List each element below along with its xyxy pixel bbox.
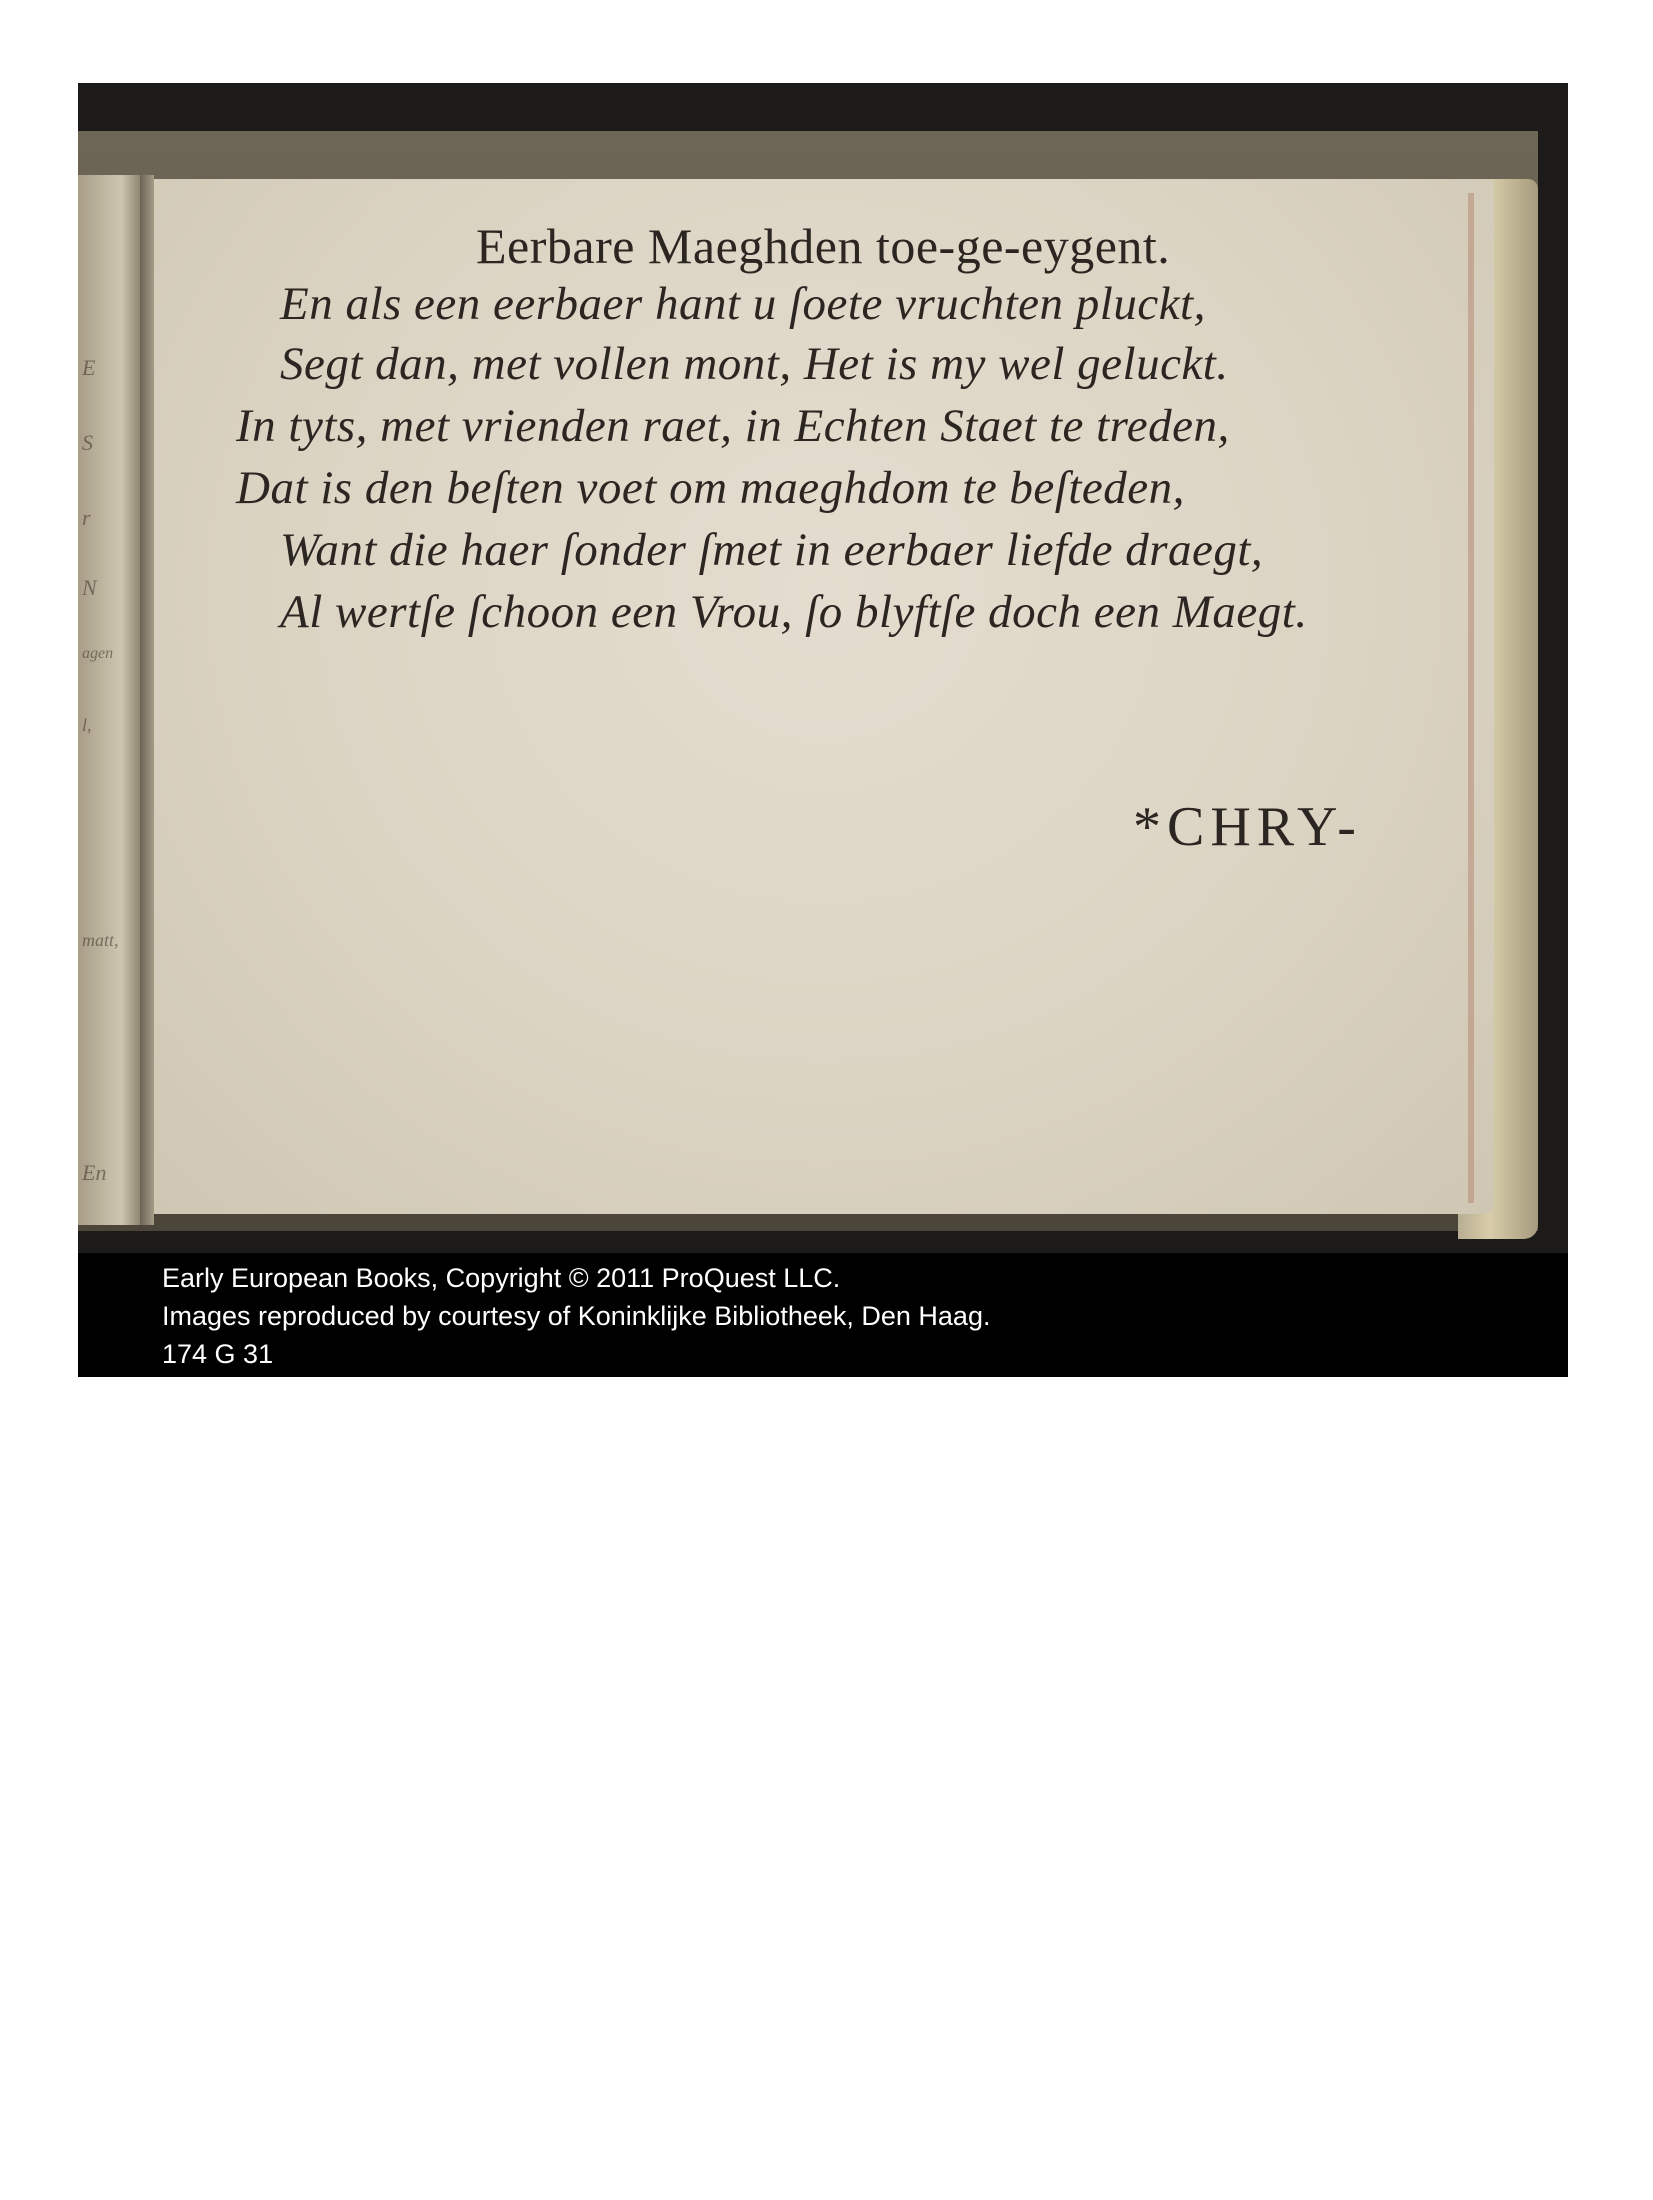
verse-line: Dat is den beſten voet om maeghdom te beſteden, <box>236 462 1185 514</box>
verse-line: Al wertſe ſchoon een Vrou, ſo blyftſe doch een Maegt. <box>280 586 1308 638</box>
caption-line: Images reproduced by courtesy of Koninklijke Bibliotheek, Den Haag. <box>162 1301 991 1331</box>
poem-heading: Eerbare Maeghden toe-ge-eygent. <box>476 218 1171 274</box>
copyright-caption <box>78 1253 1568 1377</box>
book-page <box>154 179 1494 1214</box>
caption-line: Early European Books, Copyright © 2011 ProQuest LLC. <box>162 1263 841 1293</box>
left-page-fragment: l, <box>82 715 92 735</box>
left-page-fragment: En <box>82 1160 107 1185</box>
verse-line: Segt dan, met vollen mont, Het is my wel geluckt. <box>280 338 1229 390</box>
verse-line: En als een eerbaer hant u ſoete vruchten pluckt, <box>280 278 1206 330</box>
left-page-fragment: E <box>82 355 96 380</box>
book-gutter <box>140 175 154 1225</box>
left-page-fragment: r <box>82 505 91 530</box>
scanned-page-image <box>78 83 1568 1369</box>
left-page-fragment: matt, <box>82 930 119 950</box>
catchword: *CHRY- <box>1133 796 1362 858</box>
caption-line: 174 G 31 <box>162 1339 274 1369</box>
left-page-edge <box>78 175 140 1225</box>
page-edge-stain <box>1468 193 1474 1203</box>
verse-line: Want die haer ſonder ſmet in eerbaer liefde draegt, <box>280 524 1264 576</box>
left-page-fragment: N <box>82 575 97 600</box>
verse-line: In tyts, met vrienden raet, in Echten Staet te treden, <box>236 400 1230 452</box>
left-page-fragment: S <box>82 430 93 455</box>
left-page-fragment: agen <box>82 645 114 662</box>
